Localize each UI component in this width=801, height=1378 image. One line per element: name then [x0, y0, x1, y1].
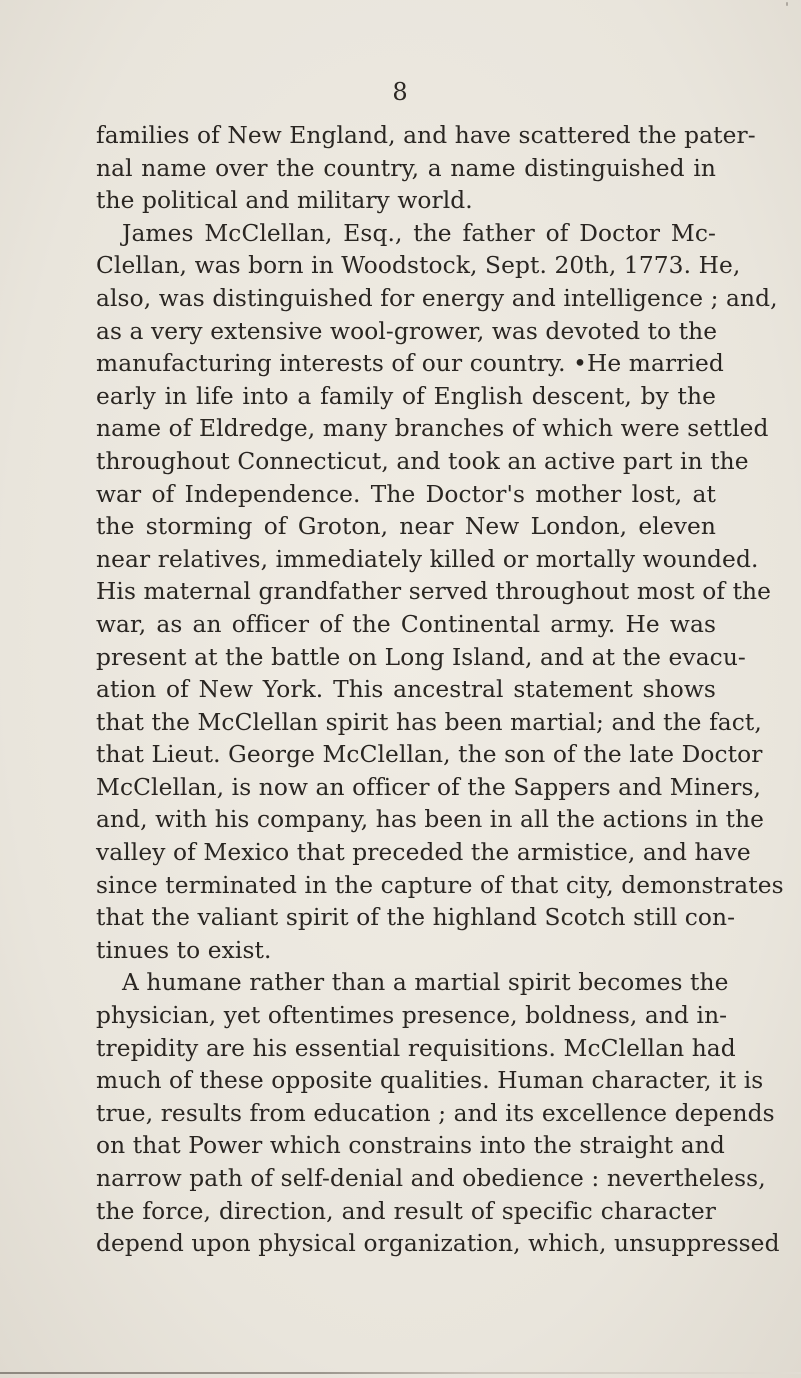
text-line: manufacturing interests of our country. •He married	[96, 350, 724, 378]
text-line: early in life into a family of English descent, by the	[96, 382, 716, 410]
text-line: nal name over the country, a name distinguished in	[96, 154, 716, 182]
text-line: valley of Mexico that preceded the armistice, and have	[96, 839, 751, 867]
text-line: the storming of Groton, near New London, eleven	[96, 513, 716, 541]
body-text	[96, 120, 784, 1261]
text-line: present at the battle on Long Island, and at the evacu-	[96, 643, 746, 671]
text-line: Clellan, was born in Woodstock, Sept. 20th, 1773. He,	[96, 252, 741, 280]
text-line: that the valiant spirit of the highland Scotch still con-	[96, 904, 736, 932]
text-line: much of these opposite qualities. Human character, it is	[96, 1067, 764, 1095]
text-line: McClellan, is now an officer of the Sappers and Miners,	[96, 773, 762, 801]
paper-speck	[786, 2, 788, 6]
text-line: throughout Connecticut, and took an active part in the	[96, 447, 749, 475]
text-line: war of Independence. The Doctor's mother lost, at	[96, 480, 716, 508]
text-line: James McClellan, Esq., the father of Doctor Mc-	[122, 219, 716, 247]
text-line: war, as an officer of the Continental army. He was	[96, 610, 716, 638]
text-line: near relatives, immediately killed or mortally wounded.	[96, 545, 759, 573]
text-line: His maternal grandfather served throughout most of the	[96, 578, 772, 606]
page-edge-rule	[0, 1372, 801, 1374]
text-line: trepidity are his essential requisitions. McClellan had	[96, 1034, 736, 1062]
text-line: depend upon physical organization, which, unsuppressed	[96, 1230, 780, 1258]
text-line: narrow path of self-denial and obedience : nevertheless,	[96, 1165, 766, 1192]
text-line: tinues to exist.	[96, 936, 272, 964]
text-line: families of New England, and have scattered the pater-	[96, 122, 756, 149]
text-line: ation of New York. This ancestral statement shows	[96, 676, 716, 704]
page-number: 8	[392, 78, 409, 106]
text-line: the force, direction, and result of specific character	[96, 1197, 716, 1225]
text-line: also, was distinguished for energy and intelligence ; and,	[96, 284, 778, 312]
text-line: the political and military world.	[96, 187, 473, 215]
text-line: true, results from education ; and its excellence depends	[96, 1099, 775, 1127]
text-line: that Lieut. George McClellan, the son of the late Doctor	[96, 741, 763, 769]
text-line: A humane rather than a martial spirit becomes the	[122, 969, 729, 997]
text-line: since terminated in the capture of that city, demonstrates	[96, 871, 784, 899]
text-line: on that Power which constrains into the straight and	[96, 1132, 725, 1160]
text-line: name of Eldredge, many branches of which were settled	[96, 415, 769, 443]
text-line: that the McClellan spirit has been martial; and the fact,	[96, 708, 762, 736]
text-line: and, with his company, has been in all the actions in the	[96, 806, 765, 834]
text-line: physician, yet oftentimes presence, boldness, and in-	[96, 1002, 728, 1030]
text-line: as a very extensive wool-grower, was devoted to the	[96, 317, 718, 345]
